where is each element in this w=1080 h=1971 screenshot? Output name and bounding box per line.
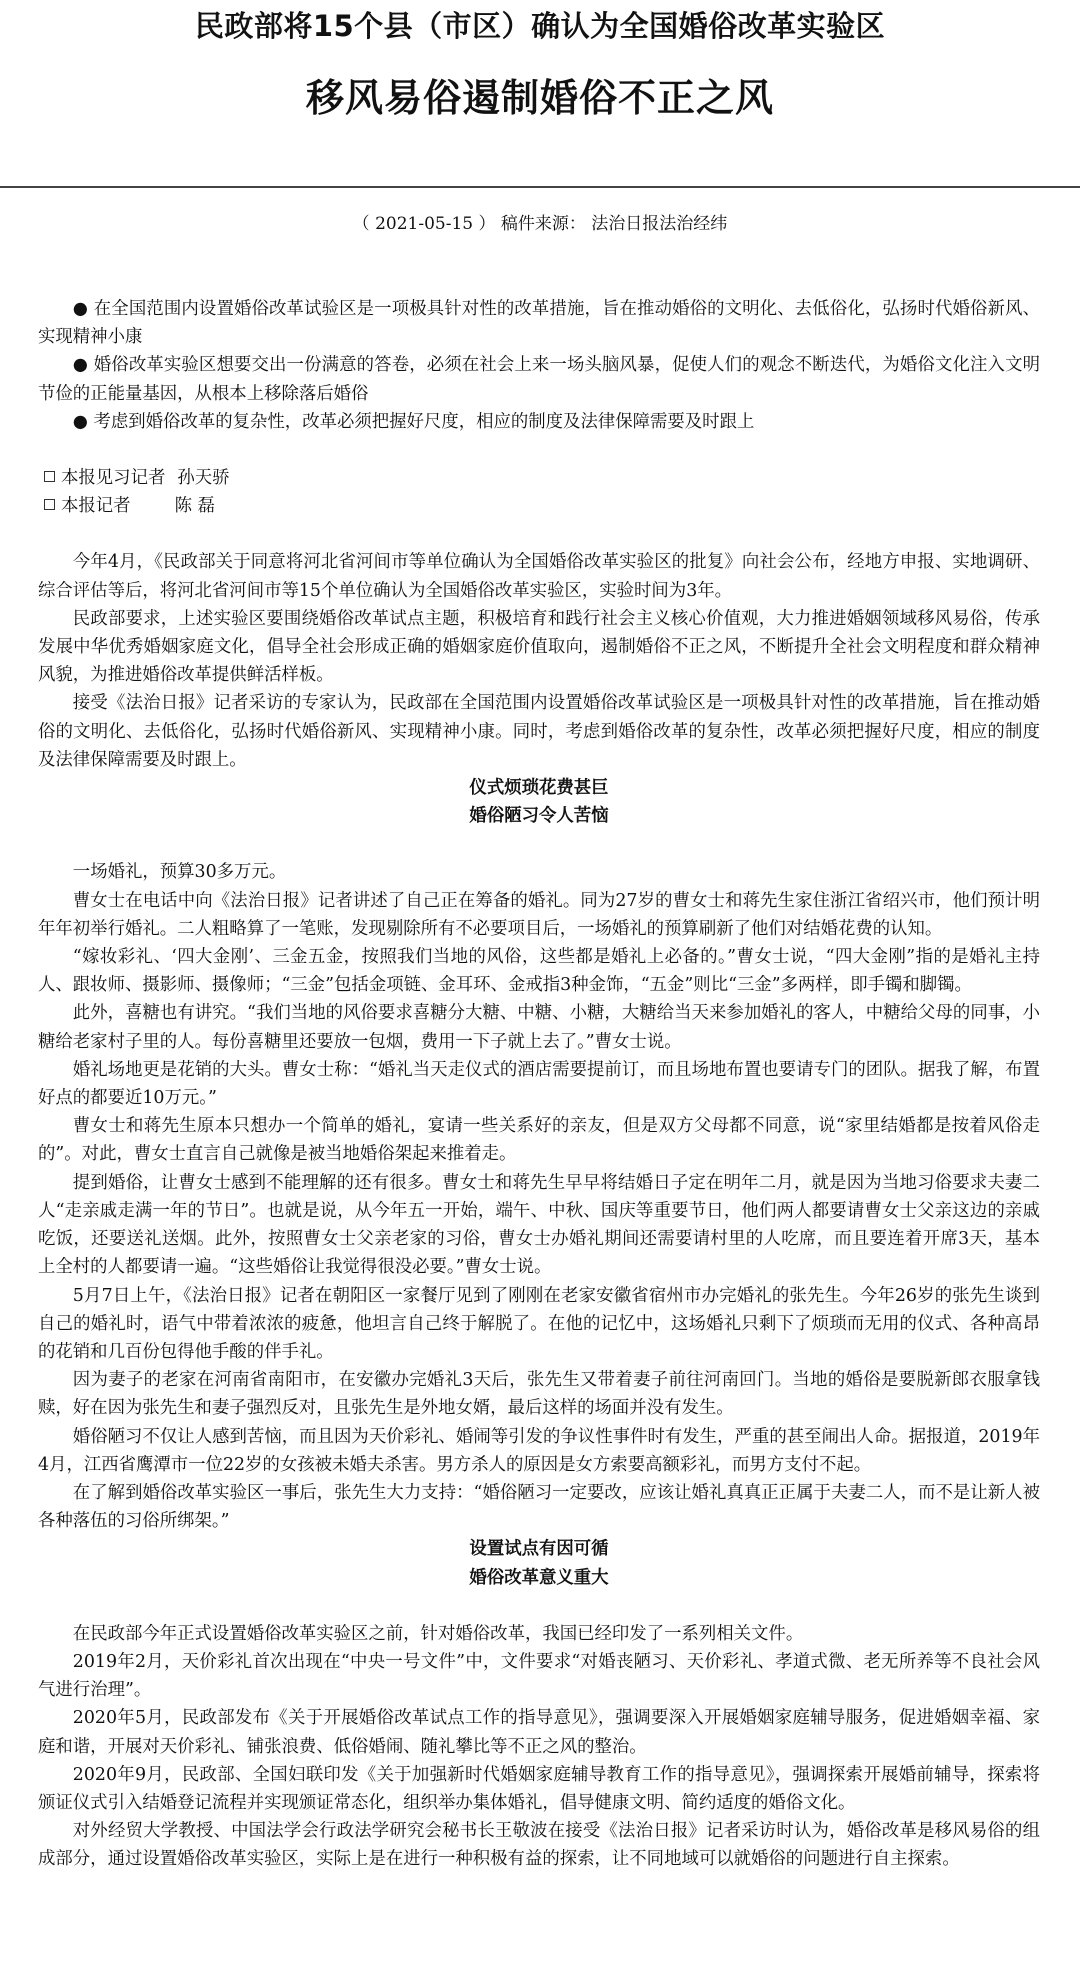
square-bullet-icon [44, 499, 55, 510]
paragraph: 婚礼场地更是花销的大头。曹女士称：“婚礼当天走仪式的酒店需要提前订，而且场地布置也要请专门的团队。据我了解，布置好点的都要近10万元。” [38, 1059, 1040, 1109]
paragraph: 一场婚礼，预算30多万元。 [72, 862, 287, 883]
paragraph: 2020年9月，民政部、全国妇联印发《关于加强新时代婚姻家庭辅导教育工作的指导意见》，强调探索开展婚前辅导，探索将颁证仪式引入结婚登记流程并实现颁证常态化，组织举办集体婚礼，倡导健康文明、简约适度的婚俗文化。 [38, 1764, 1040, 1813]
byline-name: 陈 磊 [174, 496, 215, 517]
paragraph: 在了解到婚俗改革实验区一事后，张先生大力支持：“婚俗陋习一定要改，应该让婚礼真真正正属于夫妻二人，而不是让新人被各种落伍的习俗所绑架。” [38, 1482, 1040, 1532]
paragraph: 5月7日上午，《法治日报》记者在朝阳区一家餐厅见到了刚刚在老家安徽省宿州市办完婚礼的张先生。今年26岁的张先生谈到自己的婚礼时，语气中带着浓浓的疲惫，他坦言自己终于解脱了。在他的记忆中，这场婚礼只剩下了烦琐而无用的仪式、各种高昂的花销和几百份包得他手酸的伴手礼。 [38, 1285, 1040, 1362]
highlight-item: ● 在全国范围内设置婚俗改革试验区是一项极具针对性的改革措施，旨在推动婚俗的文明化、去低俗化，弘扬时代婚俗新风、实现精神小康 [38, 299, 1040, 348]
paragraph: 在民政部今年正式设置婚俗改革实验区之前，针对婚俗改革，我国已经印发了一系列相关文件。 [72, 1623, 804, 1644]
paragraph: 曹女士和蒋先生原本只想办一个简单的婚礼，宴请一些关系好的亲友，但是双方父母都不同意，说“家里结婚都是按着风俗走的”。对此，曹女士直言自己就像是被当地婚俗架起来推着走。 [38, 1116, 1040, 1165]
paragraph: 2019年2月，天价彩礼首次出现在“中央一号文件”中，文件要求“对婚丧陋习、天价彩礼、孝道式微、老无所养等不良社会风气进行治理”。 [38, 1651, 1040, 1701]
byline-label: 本报见习记者 [61, 468, 166, 489]
byline [38, 492, 1040, 520]
highlight-item: ● 婚俗改革实验区想要交出一份满意的答卷，必须在社会上来一场头脑风暴，促使人们的观念不断迭代，为婚俗文化注入文明节俭的正能量基因，从根本上移除落后婚俗 [38, 355, 1040, 404]
section-1 [38, 774, 1040, 1535]
paragraph: 接受《法治日报》记者采访的专家认为，民政部在全国范围内设置婚俗改革试验区是一项极具针对性的改革措施，旨在推动婚俗的文明化、去低俗化，弘扬时代婚俗新风、实现精神小康。同时，考虑到婚俗改革的复杂性，改革必须把握好尺度，相应的制度及法律保障需要及时跟上。 [38, 693, 1040, 770]
intro [38, 548, 1040, 774]
article-subtitle: 民政部将15个县（市区）确认为全国婚俗改革实验区 [194, 9, 886, 43]
highlight-item: ● 考虑到婚俗改革的复杂性，改革必须把握好尺度，相应的制度及法律保障需要及时跟上 [72, 411, 755, 432]
section-heading: 婚俗陋习令人苦恼 [469, 806, 609, 827]
square-bullet-icon [44, 471, 55, 482]
paragraph: 提到婚俗，让曹女士感到不能理解的还有很多。曹女士和蒋先生早早将结婚日子定在明年二月，就是因为当地习俗要求夫妻二人“走亲戚走满一年的节日”。也就是说，从今年五一开始，端午、中秋、国庆等重要节日，他们两人都要请曹女士父亲这边的亲戚吃饭，还要送礼送烟。此外，按照曹女士父亲老家的习俗，曹女士办婚礼期间还需要请村里的人吃席，而且要连着开席3天，基本上全村的人都要请一遍。“这些婚俗让我觉得很没必要。”曹女士说。 [38, 1172, 1040, 1278]
header-divider [0, 186, 1080, 188]
article-header [0, 0, 1080, 120]
section-2 [38, 1535, 1040, 1873]
paragraph: 曹女士在电话中向《法治日报》记者讲述了自己正在筹备的婚礼。同为27岁的曹女士和蒋先生家住浙江省绍兴市，他们预计明年年初举行婚礼。二人粗略算了一笔账，发现剔除所有不必要项目后，一场婚礼的预算刷新了他们对结婚花费的认知。 [38, 890, 1040, 939]
article-meta: （ 2021-05-15 ） 稿件来源： 法治日报法治经纬 [352, 214, 728, 234]
section-heading: 仪式烦琐花费甚巨 [469, 778, 609, 799]
paragraph: 民政部要求，上述实验区要围绕婚俗改革试点主题，积极培育和践行社会主义核心价值观，大力推进婚姻领域移风易俗，传承发展中华优秀婚姻家庭文化，倡导全社会形成正确的婚姻家庭价值取向，遏制婚俗不正之风，不断提升全社会文明程度和群众精神风貌，为推进婚俗改革提供鲜活样板。 [38, 608, 1040, 686]
paragraph: 2020年5月，民政部发布《关于开展婚俗改革试点工作的指导意见》，强调要深入开展婚姻家庭辅导服务，促进婚姻幸福、家庭和谐，开展对天价彩礼、铺张浪费、低俗婚闹、随礼攀比等不正之风的整治。 [38, 1708, 1040, 1757]
section-heading: 设置试点有因可循 [469, 1539, 609, 1560]
section-heading: 婚俗改革意义重大 [469, 1567, 609, 1588]
paragraph: 对外经贸大学教授、中国法学会行政法学研究会秘书长王敬波在接受《法治日报》记者采访时认为，婚俗改革是移风易俗的组成部分，通过设置婚俗改革实验区，实际上是在进行一种积极有益的探索，让不同地域可以就婚俗的问题进行自主探索。 [38, 1821, 1040, 1870]
paragraph: 此外，喜糖也有讲究。“我们当地的风俗要求喜糖分大糖、中糖、小糖，大糖给当天来参加婚礼的客人，中糖给父母的同事，小糖给老家村子里的人。每份喜糖里还要放一包烟，费用一下子就上去了。”曹女士说。 [38, 1003, 1040, 1052]
bylines [38, 464, 1040, 520]
paragraph: 婚俗陋习不仅让人感到苦恼，而且因为天价彩礼、婚闹等引发的争议性事件时有发生，严重的甚至闹出人命。据报道，2019年4月，江西省鹰潭市一位22岁的女孩被未婚夫杀害。男方杀人的原因是女方索要高额彩礼，而男方支付不起。 [38, 1426, 1040, 1475]
byline [38, 464, 1040, 492]
article-title: 移风易俗遏制婚俗不正之风 [305, 76, 774, 120]
highlights [38, 295, 1040, 436]
paragraph: “嫁妆彩礼、‘四大金刚’、三金五金，按照我们当地的风俗，这些都是婚礼上必备的。”曹女士说，“四大金刚”指的是婚礼主持人、跟妆师、摄影师、摄像师；“三金”包括金项链、金耳环、金戒指3种金饰，“五金”则比“三金”多两样，即手镯和脚镯。 [38, 947, 1040, 996]
byline-label: 本报记者 [61, 496, 131, 517]
article-body [38, 295, 1040, 1874]
paragraph: 因为妻子的老家在河南省南阳市，在安徽办完婚礼3天后，张先生又带着妻子前往河南回门。当地的婚俗是要脱新郎衣服拿钱赎，好在因为张先生和妻子强烈反对，且张先生是外地女婿，最后这样的场面并没有发生。 [38, 1370, 1040, 1419]
byline-name: 孙天骄 [177, 468, 230, 489]
paragraph: 今年4月，《民政部关于同意将河北省河间市等单位确认为全国婚俗改革实验区的批复》向社会公布，经地方申报、实地调研、综合评估等后，将河北省河间市等15个单位确认为全国婚俗改革实验区，实验时间为3年。 [38, 552, 1040, 601]
